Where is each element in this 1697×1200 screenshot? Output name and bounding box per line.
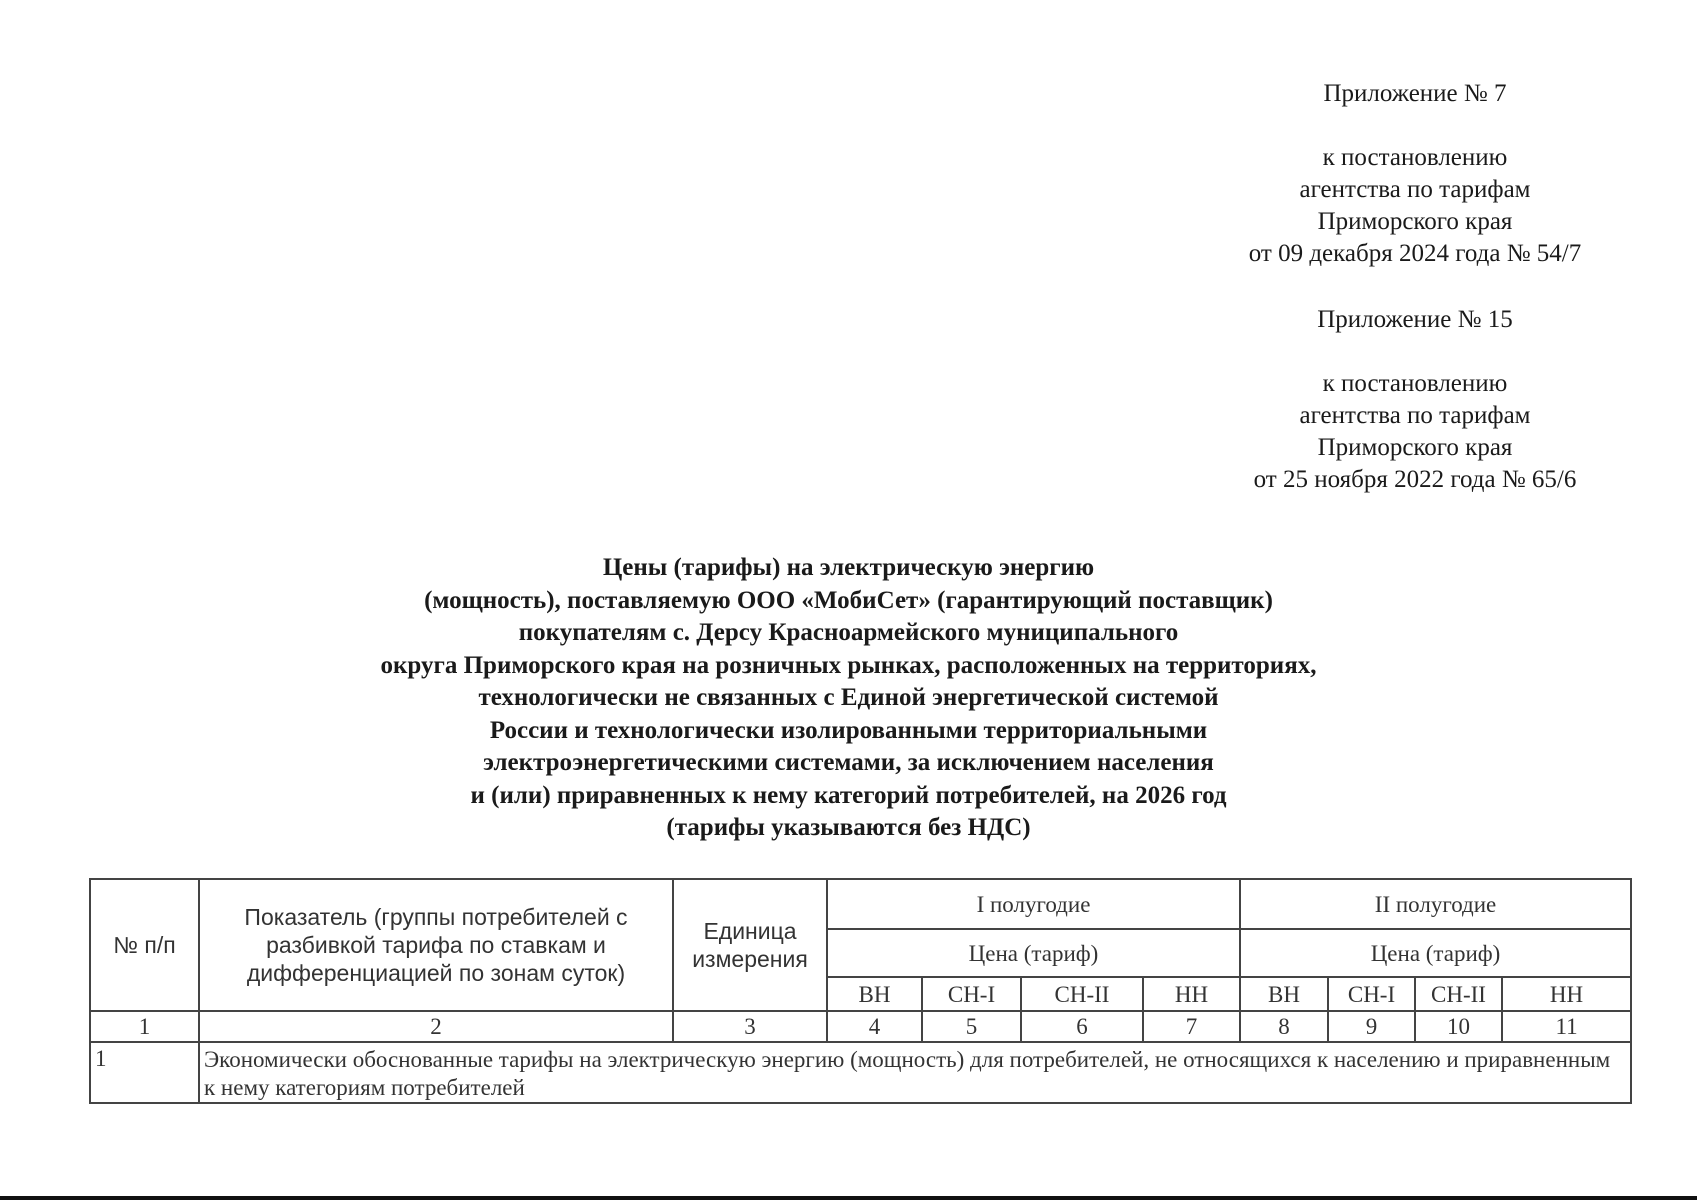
- header-price-1: Цена (тариф): [827, 929, 1240, 977]
- column-number: 8: [1240, 1011, 1328, 1042]
- bottom-edge-rule: [0, 1196, 1697, 1200]
- header-row: [90, 879, 1631, 929]
- appendix-7-date: от 09 декабря 2024 года № 54/7: [1248, 240, 1582, 267]
- header-indicator: Показатель (группы потребителей с разбивкой тарифа по ставкам и дифференциацией по зонам суток): [199, 879, 673, 1011]
- title-line: покупателям с. Дерсу Красноармейского муниципального: [518, 619, 1179, 646]
- column-number: 3: [673, 1011, 827, 1042]
- appendix-15-date: от 25 ноября 2022 года № 65/6: [1253, 466, 1577, 493]
- title-line: (тарифы указываются без НДС): [666, 814, 1031, 841]
- appendix-15-line2: агентства по тарифам: [1299, 402, 1531, 429]
- title-line: России и технологически изолированными территориальными: [489, 716, 1208, 744]
- table-row: [90, 1042, 1631, 1103]
- title-line: и (или) приравненных к нему категорий потребителей, на 2026 год: [470, 781, 1227, 809]
- header-unit: Единица измерения: [673, 879, 827, 1011]
- column-number: 9: [1328, 1011, 1415, 1042]
- header-level: СН-I: [1328, 977, 1415, 1011]
- column-number: 10: [1415, 1011, 1502, 1042]
- row-num: 1: [90, 1042, 199, 1103]
- header-level: СН-II: [1415, 977, 1502, 1011]
- header-level: СН-I: [922, 977, 1021, 1011]
- header-level: НН: [1502, 977, 1631, 1011]
- appendix-7-block: [1205, 78, 1625, 270]
- title-line: электроэнергетическими системами, за исключением населения: [483, 749, 1214, 776]
- column-number: 7: [1143, 1011, 1240, 1042]
- title-line: (мощность), поставляемую ООО «МобиСет» (гарантирующий поставщик): [424, 586, 1273, 614]
- title-line: Цены (тарифы) на электрическую энергию: [602, 554, 1095, 581]
- appendix-15-line1: к постановлению: [1322, 370, 1508, 397]
- column-number: 11: [1502, 1011, 1631, 1042]
- column-number: 5: [922, 1011, 1021, 1042]
- appendix-7-line2: агентства по тарифам: [1299, 176, 1531, 203]
- appendix-7-title: Приложение № 7: [1323, 80, 1507, 107]
- header-price-2: Цена (тариф): [1240, 929, 1631, 977]
- appendix-15-line3: Приморского края: [1317, 434, 1513, 461]
- header-level: СН-II: [1021, 977, 1143, 1011]
- appendix-15-title: Приложение № 15: [1317, 306, 1513, 333]
- title-line: округа Приморского края на розничных рынках, расположенных на территориях,: [380, 651, 1317, 679]
- appendix-15-block: [1205, 304, 1625, 496]
- tariff-table: [89, 878, 1632, 1104]
- document-title: [0, 552, 1697, 845]
- header-num: № п/п: [90, 879, 199, 1011]
- title-line: технологически не связанных с Единой энергетической системой: [478, 684, 1219, 711]
- appendix-7-line1: к постановлению: [1322, 144, 1508, 171]
- header-half-2: II полугодие: [1240, 879, 1631, 929]
- header-level: ВН: [1240, 977, 1328, 1011]
- header-level: ВН: [827, 977, 922, 1011]
- header-half-1: I полугодие: [827, 879, 1240, 929]
- column-number: 6: [1021, 1011, 1143, 1042]
- column-number: 2: [199, 1011, 673, 1042]
- column-number: 4: [827, 1011, 922, 1042]
- column-number-row: [90, 1011, 1631, 1042]
- column-number: 1: [90, 1011, 199, 1042]
- row-text: Экономически обоснованные тарифы на электрическую энергию (мощность) для потребителей, не относящихся к населению и приравненным к нему категориям потребителей: [199, 1042, 1631, 1103]
- header-level: НН: [1143, 977, 1240, 1011]
- appendix-7-line3: Приморского края: [1317, 208, 1513, 235]
